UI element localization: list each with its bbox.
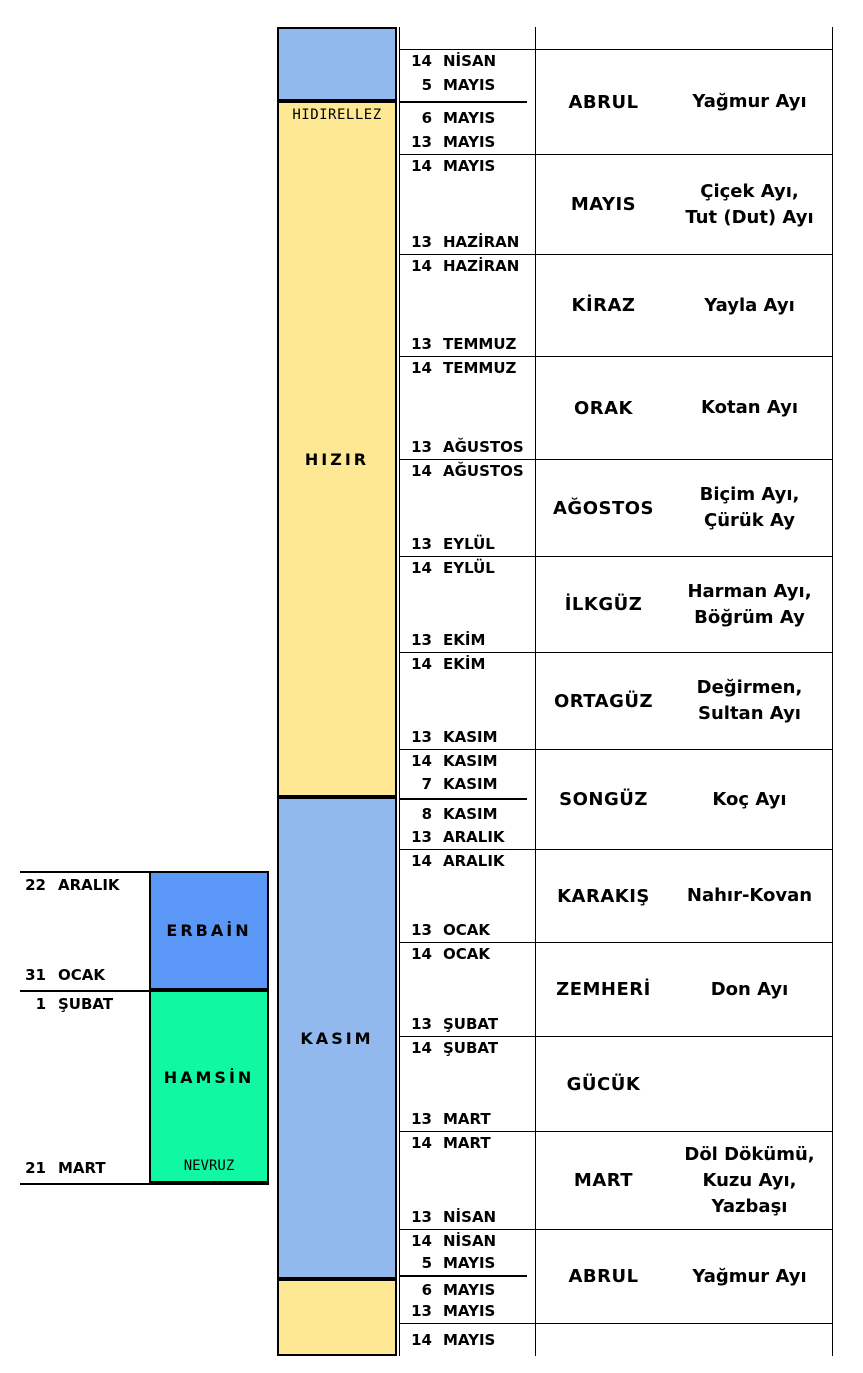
date-day: 14 (411, 852, 432, 870)
date-day: 6 (421, 1280, 432, 1299)
calendar-row (400, 460, 832, 557)
date-cell (400, 1132, 536, 1229)
folk-name-line: Çiçek Ayı, (700, 180, 799, 202)
date-day: 5 (421, 76, 432, 95)
calendar-row (400, 1230, 832, 1324)
date-month: MAYIS (443, 1302, 496, 1320)
month-name: İLKGÜZ (564, 594, 643, 615)
folk-name (671, 1142, 832, 1220)
erbain-label: ERBAİN (166, 921, 252, 940)
date-month: MAYIS (443, 76, 496, 95)
month-name: MAYIS (570, 194, 637, 215)
date-month: EKİM (443, 655, 486, 673)
date-day: 14 (411, 52, 432, 70)
date-day: 13 (411, 828, 432, 846)
date-month: AĞUSTOS (443, 462, 524, 480)
date-day: 14 (411, 752, 432, 770)
date-label (400, 805, 535, 823)
date-label (20, 1159, 149, 1177)
date-month: MART (58, 1159, 106, 1177)
month-cell (536, 1037, 832, 1131)
folk-name-line: Sultan Ayı (698, 703, 801, 724)
month-cell (536, 155, 832, 254)
date-month: KASIM (443, 805, 498, 823)
date-day: 13 (411, 133, 432, 151)
date-day: 14 (411, 1039, 432, 1057)
date-label (400, 1302, 535, 1320)
date-cell (400, 653, 536, 749)
date-day: 13 (411, 1302, 432, 1320)
hamsin-box (149, 990, 269, 1183)
month-name: ORTAGÜZ (553, 690, 654, 712)
folk-name-line: Koç Ayı (712, 788, 787, 810)
date-month: HAZİRAN (443, 233, 520, 251)
kasim-season-segment (277, 797, 397, 1279)
month-cell (536, 27, 832, 49)
date-cell (400, 255, 536, 356)
date-day: 1 (35, 995, 46, 1013)
folk-name (671, 1264, 832, 1290)
folk-name (671, 579, 832, 631)
month-cell (536, 255, 832, 356)
date-label (400, 1134, 535, 1152)
month-name: ABRUL (568, 91, 639, 113)
calendar-row (400, 850, 832, 943)
date-day: 14 (411, 157, 432, 175)
date-month: OCAK (443, 921, 490, 939)
date-cell (400, 50, 536, 154)
date-month: ŞUBAT (443, 1039, 499, 1057)
date-label (400, 1254, 535, 1272)
folk-name-line: Harman Ayı, (687, 580, 812, 602)
date-label (400, 76, 535, 94)
date-day: 14 (411, 655, 432, 673)
date-month: MAYIS (443, 157, 496, 175)
date-day: 13 (411, 1208, 432, 1226)
date-month: EYLÜL (443, 535, 495, 553)
date-month: KASIM (443, 775, 498, 793)
date-month: HAZİRAN (443, 257, 520, 275)
date-day: 13 (411, 233, 432, 251)
date-month: ARALIK (443, 828, 505, 846)
date-label (400, 257, 535, 275)
month-cell (536, 750, 832, 849)
date-day: 14 (411, 1134, 432, 1152)
date-label (400, 655, 535, 673)
folk-name (671, 883, 832, 909)
date-month: MAYIS (443, 133, 496, 151)
month-cell (536, 1324, 832, 1356)
date-month: AĞUSTOS (443, 438, 524, 456)
date-month: TEMMUZ (443, 335, 517, 353)
date-label (400, 359, 535, 377)
calendar-row (400, 1132, 832, 1230)
date-subdivider-line (400, 798, 527, 800)
date-label (400, 752, 535, 770)
folk-name-line: Kuzu Ayı, (702, 1169, 797, 1191)
date-day: 13 (411, 1110, 432, 1128)
date-month: ŞUBAT (58, 995, 114, 1013)
erbain-box (149, 871, 269, 990)
date-label (400, 1208, 535, 1226)
date-day: 13 (411, 728, 432, 746)
date-day: 14 (411, 257, 432, 275)
month-name: ABRUL (568, 1266, 639, 1287)
folk-name-line: Değirmen, (696, 677, 803, 698)
date-month: MART (443, 1110, 491, 1128)
date-day: 14 (411, 1331, 432, 1349)
folk-name (671, 977, 832, 1003)
date-day: 22 (25, 876, 46, 894)
date-label (400, 828, 535, 846)
date-day: 14 (411, 1232, 432, 1250)
date-month: MAYIS (443, 1253, 496, 1272)
month-cell (536, 1132, 832, 1229)
date-day: 14 (411, 359, 432, 377)
month-cell (536, 50, 832, 154)
hizir-season-bottom-segment (277, 1279, 397, 1356)
calendar-row (400, 357, 832, 460)
folk-name-line: Böğrüm Ay (694, 606, 805, 628)
calendar-row (400, 255, 832, 357)
date-month: KASIM (443, 728, 498, 746)
month-cell (536, 653, 832, 749)
date-month: NİSAN (443, 1208, 497, 1226)
date-day: 6 (421, 108, 432, 127)
date-cell (400, 1324, 536, 1356)
date-label (400, 157, 535, 175)
folk-name-line: Yağmur Ayı (692, 1265, 807, 1287)
date-day: 5 (421, 1253, 432, 1272)
hidirellez-label: HIDIRELLEZ (292, 107, 382, 123)
folk-name (671, 787, 832, 813)
date-cell (400, 750, 536, 849)
date-day: 14 (411, 945, 432, 963)
date-label (400, 1015, 535, 1033)
folk-name (671, 482, 832, 534)
date-cell (400, 155, 536, 254)
date-day: 13 (411, 921, 432, 939)
date-month: MAYIS (443, 1331, 496, 1349)
date-label (400, 921, 535, 939)
calendar-row (400, 750, 832, 850)
hamsin-label: HAMSİN (163, 1068, 255, 1087)
kasim-season-top-segment (277, 27, 397, 101)
kasim-label: KASIM (300, 1028, 374, 1048)
date-month: EKİM (443, 631, 486, 649)
date-label (400, 1232, 535, 1250)
folk-name-line: Döl Dökümü, (684, 1143, 815, 1165)
date-label (400, 1281, 535, 1299)
date-day: 13 (411, 335, 432, 353)
date-label (400, 559, 535, 577)
nevruz-label: NEVRUZ (183, 1158, 235, 1174)
month-cell (536, 460, 832, 556)
date-day: 8 (421, 805, 432, 823)
month-cell (536, 1230, 832, 1323)
date-day: 31 (25, 966, 46, 984)
month-name: AĞOSTOS (552, 497, 654, 519)
date-day: 21 (25, 1159, 46, 1177)
calendar-row (400, 1324, 832, 1356)
hizir-label: HIZIR (304, 450, 370, 469)
date-label (400, 438, 535, 456)
date-label (20, 995, 149, 1013)
date-cell (400, 27, 536, 49)
folk-name (671, 89, 832, 115)
calendar-row (400, 557, 832, 653)
date-label (400, 535, 535, 553)
date-month: ARALIK (58, 876, 120, 894)
calendar-row (400, 27, 832, 50)
date-cell (400, 460, 536, 556)
month-name: KARAKIŞ (557, 885, 650, 907)
month-name: GÜCÜK (566, 1073, 641, 1095)
date-month: TEMMUZ (443, 359, 517, 377)
folk-name-line: Yağmur Ayı (692, 91, 807, 112)
folk-name (671, 395, 832, 421)
date-day: 13 (411, 631, 432, 649)
hizir-season-segment (277, 101, 397, 797)
month-cell (536, 357, 832, 459)
calendar-row (400, 155, 832, 255)
month-cell (536, 943, 832, 1036)
date-label (400, 335, 535, 353)
month-cell (536, 557, 832, 652)
month-name: ORAK (573, 397, 634, 419)
folk-name-line: Tut (Dut) Ayı (685, 206, 814, 228)
date-label (400, 1039, 535, 1057)
date-month: KASIM (443, 752, 498, 770)
date-month: ARALIK (443, 852, 505, 870)
date-month: OCAK (58, 966, 105, 984)
date-day: 14 (411, 559, 432, 577)
folk-name-line: Kotan Ayı (700, 397, 799, 418)
date-label (400, 52, 535, 70)
date-day: 13 (411, 1015, 432, 1033)
date-cell (400, 943, 536, 1036)
month-name: ZEMHERİ (556, 979, 651, 1000)
date-day: 7 (421, 775, 432, 793)
date-month: NİSAN (443, 52, 497, 70)
hamsin-table-bottom-line (20, 1183, 269, 1185)
month-cell (536, 850, 832, 942)
folk-name-line: Biçim Ayı, (699, 484, 800, 505)
date-month: MART (443, 1134, 491, 1152)
date-day: 14 (411, 462, 432, 480)
date-subdivider-line (400, 101, 527, 103)
date-label (400, 109, 535, 127)
calendar-row (400, 1037, 832, 1132)
date-day: 13 (411, 438, 432, 456)
calendar-row (400, 943, 832, 1037)
hamsin-date-cell (20, 990, 149, 1183)
folk-name-line: Yayla Ayı (704, 294, 795, 316)
date-cell (400, 357, 536, 459)
folk-name-line: Don Ayı (710, 978, 789, 1000)
date-label (400, 1110, 535, 1128)
date-cell (400, 850, 536, 942)
date-label (400, 133, 535, 151)
date-cell (400, 1037, 536, 1131)
month-name: KİRAZ (571, 295, 636, 316)
date-subdivider-line (400, 1275, 527, 1277)
date-cell (400, 557, 536, 652)
date-label (400, 728, 535, 746)
date-label (20, 876, 149, 894)
erbain-date-cell (20, 871, 149, 990)
folk-name-line: Çürük Ay (704, 510, 795, 531)
date-month: EYLÜL (443, 559, 495, 577)
folk-name (671, 675, 832, 727)
date-month: MAYIS (443, 108, 496, 127)
calendar-row (400, 50, 832, 155)
date-label (20, 966, 149, 984)
calendar-row (400, 653, 832, 750)
month-name: MART (573, 1170, 634, 1191)
date-label (400, 775, 535, 793)
date-label (400, 462, 535, 480)
date-month: NİSAN (443, 1232, 497, 1250)
date-label (400, 852, 535, 870)
folk-name (671, 179, 832, 231)
date-label (400, 945, 535, 963)
calendar-table (399, 27, 833, 1356)
folk-name-line: Yazbaşı (711, 1195, 788, 1217)
date-month: OCAK (443, 945, 490, 963)
date-month: MAYIS (443, 1280, 496, 1299)
month-name: SONGÜZ (559, 789, 648, 810)
date-label (400, 631, 535, 649)
folk-name (671, 293, 832, 319)
date-label (400, 233, 535, 251)
date-label (400, 1331, 535, 1349)
date-month: ŞUBAT (443, 1015, 499, 1033)
date-cell (400, 1230, 536, 1323)
date-day: 13 (411, 535, 432, 553)
folk-name-line: Nahır-Kovan (686, 885, 813, 906)
